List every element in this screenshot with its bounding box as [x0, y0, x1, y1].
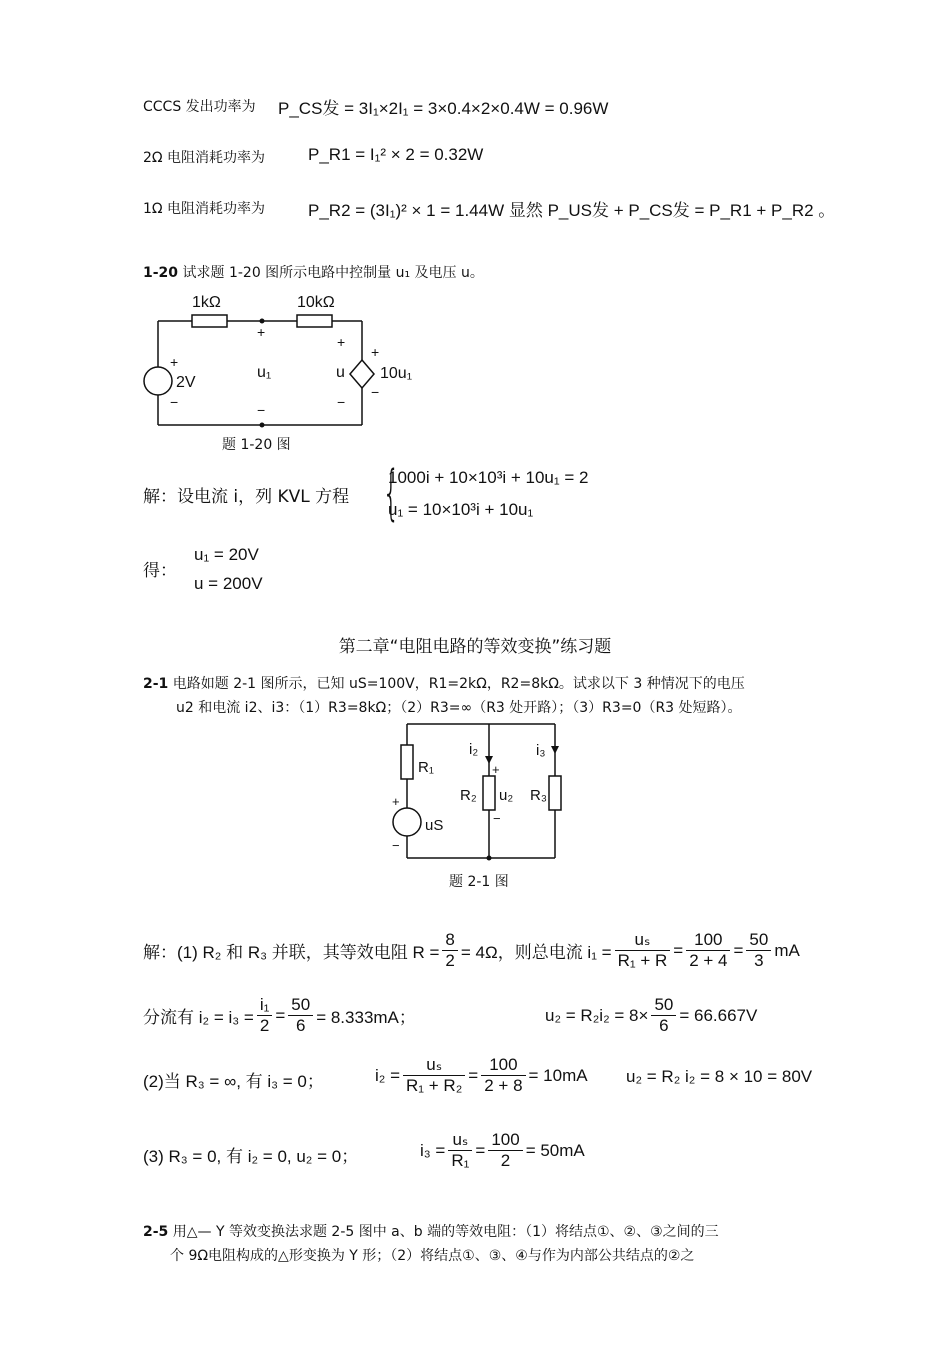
r2ohm-power-label: 2Ω 电阻消耗功率为	[143, 150, 266, 166]
problem-2-1-line1	[143, 673, 745, 693]
svg-text:+: +	[170, 354, 179, 370]
label-r2: R₂	[460, 787, 477, 804]
label-i3: i₃	[536, 742, 546, 759]
label-1k: 1kΩ	[192, 294, 221, 311]
svg-text:−: −	[371, 384, 380, 400]
result-prefix: 得：	[143, 561, 177, 581]
result-u: u = 200V	[194, 574, 263, 593]
solution-2-1-step2: 分流有 i₂ = i₃ = $\frac{\text{i₁}}{2}$ = $\frac{50}{6}$ = 8.333mA；	[143, 995, 416, 1035]
solution-2-1-step2b: u₂ = R₂i₂ = 8× $\frac{50}{6}$ = 66.667V	[545, 995, 758, 1035]
svg-text:−: −	[392, 838, 400, 853]
cccs-power-expr: P_CS发 = 3I₁×2I₁ = 3×0.4×2×0.4W = 0.96W	[278, 99, 609, 118]
figure-caption-1-20: 题 1-20 图	[222, 437, 291, 453]
circuit-1-20	[140, 285, 440, 435]
solution-2-1-step4b: i₃ = $\frac{\text{uₛ}}{\text{R₁}}$ = $\frac{100}{2}$ = 50mA	[420, 1130, 585, 1170]
r2ohm-power-expr: P_R1 = I₁² × 2 = 0.32W	[308, 145, 484, 164]
r1ohm-power-expr: P_R2 = (3I₁)² × 1 = 1.44W 显然 P_US发 + P_CS发 = P_R1 + P_R2 。	[308, 201, 836, 220]
solution-2-1-step1: 解：(1) R₂ 和 R₃ 并联，其等效电阻 R = $\frac{8}{2}$ = 4Ω，则总电流 i₁ = $\frac{\text{uₛ}}{\text{R₁ + R}}$ = $\frac{100}{2 + 4}$ = $\frac{50}{3}$ mA	[143, 930, 800, 970]
problem-2-5-line2: 个 9Ω电阻构成的△形变换为 Y 形；（2）将结点①、③、④与作为内部公共结点的②之	[170, 1248, 695, 1264]
svg-text:+: +	[392, 794, 400, 809]
chapter-title: 第二章“电阻电路的等效变换”练习题	[338, 637, 612, 657]
svg-text:+: +	[337, 334, 346, 350]
svg-text:−: −	[257, 402, 266, 418]
figure-caption-2-1: 题 2-1 图	[449, 874, 509, 890]
svg-text:−: −	[337, 394, 346, 410]
problem-text: 电路如题 2-1 图所示，已知 uS=100V，R1=2kΩ，R2=8kΩ。试求以下 3 种情况下的电压	[172, 676, 745, 692]
kvl-equation-2: u₁ = 10×10³i + 10u₁	[388, 500, 534, 519]
svg-text:+: +	[257, 324, 266, 340]
svg-text:−: −	[170, 394, 179, 410]
problem-2-1-line2: u2 和电流 i2、i3：（1）R3=8kΩ；（2）R3=∞（R3 处开路）；（3）R3=0（R3 处短路）。	[176, 700, 742, 716]
solution-1-20-prefix: 解：设电流 i，列 KVL 方程	[143, 487, 350, 507]
problem-text: 试求题 1-20 图所示电路中控制量 u₁ 及电压 u。	[182, 265, 484, 281]
kvl-equation-1: 1000i + 10×10³i + 10u₁ = 2	[388, 468, 589, 487]
label-u2: u₂	[499, 787, 514, 804]
problem-number: 2-5	[143, 1224, 169, 1240]
solution-2-1-step4a: (3) R₃ = 0, 有 i₂ = 0, u₂ = 0；	[143, 1147, 359, 1166]
problem-1-20-statement	[143, 262, 484, 282]
label-10u1: 10u₁	[380, 365, 413, 382]
solution-2-1-step3c: u₂ = R₂ i₂ = 8 × 10 = 80V	[626, 1067, 813, 1086]
problem-number: 1-20	[143, 265, 179, 281]
r1ohm-power-label: 1Ω 电阻消耗功率为	[143, 201, 266, 217]
svg-text:+: +	[371, 344, 380, 360]
label-2v: 2V	[176, 374, 196, 391]
circuit-2-1	[385, 720, 585, 865]
label-r3: R₃	[530, 787, 547, 804]
label-us: uS	[425, 817, 444, 834]
label-u1: u₁	[257, 364, 272, 381]
result-u1: u₁ = 20V	[194, 545, 259, 564]
solution-2-1-step3a: (2)当 R₃ = ∞, 有 i₃ = 0；	[143, 1072, 324, 1091]
label-r1: R₁	[418, 759, 434, 776]
problem-text: 用△— Y 等效变换法求题 2-5 图中 a、b 端的等效电阻：（1）将结点①、②、③之间的三	[172, 1224, 719, 1240]
problem-2-5-line1	[143, 1221, 719, 1241]
svg-text:−: −	[493, 811, 501, 826]
solution-2-1-step3b: i₂ = $\frac{\text{uₛ}}{\text{R₁ + R₂}}$ = $\frac{100}{2 + 8}$ = 10mA	[375, 1055, 588, 1095]
problem-number: 2-1	[143, 676, 169, 692]
label-10k: 10kΩ	[297, 294, 335, 311]
label-i2: i₂	[469, 741, 479, 758]
equation-brace: {	[382, 458, 400, 528]
label-u: u	[336, 364, 345, 381]
cccs-power-label: CCCS 发出功率为	[143, 99, 256, 115]
svg-text:+: +	[492, 762, 500, 777]
